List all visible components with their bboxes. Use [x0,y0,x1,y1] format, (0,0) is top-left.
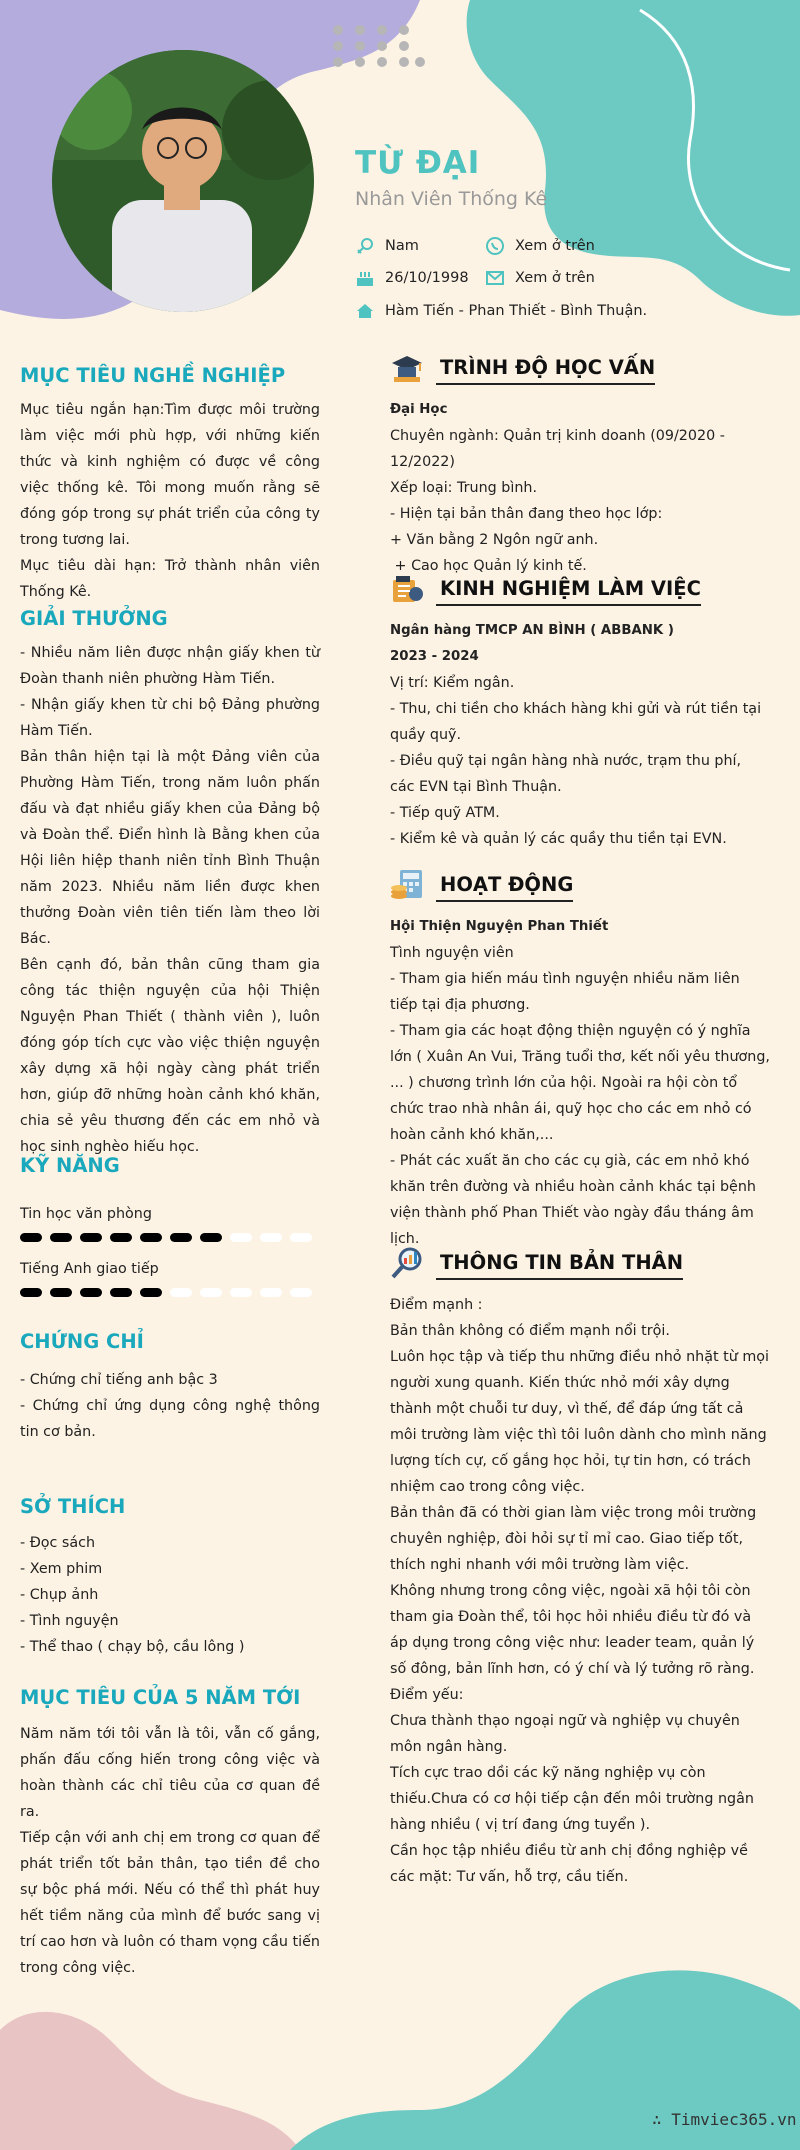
education-line: Chuyên ngành: Quản trị kinh doanh (09/2020 - 12/2022) [390,428,725,470]
section-heading: GIẢI THƯỞNG [20,607,168,630]
activities-section [390,862,770,1252]
birthdate-value: 26/10/1998 [385,270,469,286]
address-value: Hàm Tiến - Phan Thiết - Bình Thuận. [385,303,648,319]
experience-line: Vị trí: Kiểm ngân. [390,675,515,691]
hobbies-section [20,1495,320,1660]
experience-company: Ngân hàng TMCP AN BÌNH ( ABBANK ) [390,623,674,638]
tools-icon [390,572,424,606]
hobby-item: - Tình nguyện [20,1613,119,1629]
education-line: - Hiện tại bản thân đang theo học lớp: [390,506,663,522]
about-line: Điểm yếu: [390,1687,464,1703]
about-line: Không nhưng trong công việc, ngoài xã hội tôi còn tham gia Đoàn thể, tôi học hỏi nhiều điều từ đó và áp dụng trong công việc như: leader team, quản lý số đông, bản lĩnh hơn, có ý chí và lý tưởng rõ ràng. [390,1583,755,1677]
activity-line: - Tham gia hiến máu tình nguyện nhiều năm liên tiếp tại địa phương. [390,971,740,1013]
section-heading: MỤC TIÊU NGHỀ NGHIỆP [20,364,286,387]
section-heading: KINH NGHIỆM LÀM VIỆC [436,577,701,606]
award-line: - Nhận giấy khen từ chi bộ Đảng phường Hàm Tiến. [20,697,320,739]
activity-org: Hội Thiện Nguyện Phan Thiết [390,919,609,934]
experience-period: 2023 - 2024 [390,649,479,664]
about-line: Luôn học tập và tiếp thu những điều nhỏ nhặt từ mọi người xung quanh. Kiến thức nhỏ mới xây dựng thành một chuỗi tư duy, vì thế, để đáp ứng tất cả môi trường làm việc thì tôi luôn dành cho mình năng lượng tích cự, cố gắng học hỏi, tự tin hơn, có trách nhiệm cao trong công việc. [390,1349,769,1495]
skill-dot [170,1233,192,1242]
skill-name: Tiếng Anh giao tiếp [20,1261,159,1277]
hobby-item: - Đọc sách [20,1535,96,1551]
experience-line: - Tiếp quỹ ATM. [390,805,500,821]
skill-level-bar [20,1233,320,1242]
experience-line: - Kiểm kê và quản lý các quầy thu tiền tại EVN. [390,831,727,847]
education-section [390,345,770,579]
profile-name: TỪ ĐẠI [355,145,481,181]
watermark: ∴ Timviec365.vn [652,2110,797,2129]
about-section [390,1240,770,1890]
section-heading: TRÌNH ĐỘ HỌC VẤN [436,356,655,385]
career-goal-section [20,364,320,605]
skill-dot [290,1233,312,1242]
certificate-line: - Chứng chỉ tiếng anh bậc 3 [20,1372,218,1388]
about-line: Chưa thành thạo ngoại ngữ và nghiệp vụ chuyên môn ngân hàng. [390,1713,740,1755]
graduation-cap-icon [390,351,424,385]
section-heading: CHỨNG CHỈ [20,1330,144,1353]
award-line: - Nhiều năm liên được nhận giấy khen từ Đoàn thanh niên phường Hàm Tiến. [20,645,320,687]
award-line: Bên cạnh đó, bản thân cũng tham gia công tác thiện nguyện của hội Thiện Nguyện Phan Thiết ( thành viên ), luôn đóng góp tích cực vào việc thiện nguyện xây dựng xã hội ngày càng phát triển hơn, giúp đỡ những hoàn cảnh khó khăn, chia sẻ yêu thương đến các em nhỏ và học sinh nghèo hiếu học. [20,957,320,1155]
about-line: Tích cực trao dồi các kỹ năng nghiệp vụ còn thiếu.Chưa có cơ hội tiếp cận đến môi trường ngân hàng nhiều ( vị trí đang ứng tuyển ). [390,1765,754,1833]
skill-level-bar [20,1288,320,1297]
email-row [485,268,595,288]
skill-dot [50,1233,72,1242]
email-icon [485,268,505,288]
education-line: + Cao học Quản lý kinh tế. [390,558,587,574]
phone-value: Xem ở trên [515,238,595,254]
avatar [52,50,314,312]
awards-section [20,607,320,1160]
hobby-item: - Chụp ảnh [20,1587,99,1603]
activity-line: - Phát các xuất ăn cho các cụ già, các em nhỏ khó khăn trên đường và nhiều hoàn cảnh khác tại bệnh viện thành phố Phan Thiết vào ngày đầu tháng âm lịch. [390,1153,756,1247]
skill-dot [260,1233,282,1242]
five-year-goal-line: Tiếp cận với anh chị em trong cơ quan để phát triển tốt bản thân, tạo tiền đề cho sự bộc phá mới. Nếu có thể thì phát huy hết tiềm năng của mình để bước sang vị trí cao hơn và luôn có tham vọng cầu tiến trong công việc. [20,1830,320,1976]
skill-dot [110,1288,132,1297]
home-icon [355,301,375,321]
skill-dot [200,1233,222,1242]
education-line: Xếp loại: Trung bình. [390,480,537,496]
watermark-text: Timviec365.vn [671,2110,797,2129]
section-heading: MỤC TIÊU CỦA 5 NĂM TỚI [20,1686,301,1709]
skill-dot [140,1233,162,1242]
hobby-item: - Thể thao ( chạy bộ, cầu lông ) [20,1639,245,1655]
calculator-coins-icon [390,868,424,902]
about-line: Điểm mạnh : [390,1297,483,1313]
certificate-line: - Chứng chỉ ứng dụng công nghệ thông tin cơ bản. [20,1398,320,1440]
skill-dot [290,1288,312,1297]
skill-dot [50,1288,72,1297]
address-row [355,301,647,321]
email-value: Xem ở trên [515,270,595,286]
skill-dot [140,1288,162,1297]
gender-value: Nam [385,238,419,254]
about-line: Cần học tập nhiều điều từ anh chị đồng nghiệp về các mặt: Tư vấn, hỗ trợ, cầu tiến. [390,1843,748,1885]
skill-dot [260,1288,282,1297]
gender-row [355,236,419,256]
about-line: Bản thân không có điểm mạnh nổi trội. [390,1323,670,1339]
experience-line: - Điều quỹ tại ngân hàng nhà nước, trạm thu phí, các EVN tại Bình Thuận. [390,753,742,795]
phone-icon [485,236,505,256]
career-goal-line: Mục tiêu ngắn hạn:Tìm được môi trường làm việc mới phù hợp, với những kiến thức và kinh nghiệm có được về công việc thống kê. Tôi mong muốn rằng sẽ đóng góp trong sự phát triển của công ty trong tương lai. [20,402,320,548]
skill-dot [170,1288,192,1297]
section-heading: KỸ NĂNG [20,1154,120,1177]
skill-dot [200,1288,222,1297]
birthdate-row [355,268,469,288]
experience-section [390,566,770,852]
job-title: Nhân Viên Thống Kê [355,188,548,210]
skill-dot [80,1288,102,1297]
skills-section [20,1154,320,1297]
cake-icon [355,268,375,288]
certificates-section [20,1330,320,1445]
hobby-item: - Xem phim [20,1561,103,1577]
experience-line: - Thu, chi tiền cho khách hàng khi gửi và rút tiền tại quầy quỹ. [390,701,762,743]
skill-name: Tin học văn phòng [20,1206,152,1222]
phone-row [485,236,595,256]
skill-dot [110,1233,132,1242]
skill-dot [20,1288,42,1297]
section-heading: THÔNG TIN BẢN THÂN [436,1251,683,1280]
activity-line: - Tham gia các hoạt động thiện nguyện có ý nghĩa lớn ( Xuân An Vui, Trăng tuổi thơ, kết nối yêu thương, ... ) chương trình lớn của hội. Ngoài ra hội còn tổ chức trao nhà nhân ái, quỹ học cho các em nhỏ có hoàn cảnh khó khăn,... [390,1023,770,1143]
activity-line: Tình nguyện viên [390,945,514,961]
award-line: Bản thân hiện tại là một Đảng viên của Phường Hàm Tiến, trong năm luôn phấn đấu và đạt nhiều giấy khen của Đảng bộ và Đoàn thể. Điển hình là Bằng khen của Hội liên hiệp thanh niên tỉnh Bình Thuận năm 2023. Nhiều năm liền được khen thưởng Đoàn viên tiên tiến làm theo lời Bác. [20,749,320,947]
section-heading: HOẠT ĐỘNG [436,873,573,902]
section-heading: SỞ THÍCH [20,1495,126,1518]
education-line: + Văn bằng 2 Ngôn ngữ anh. [390,532,599,548]
skill-dot [230,1233,252,1242]
skill-dot [20,1233,42,1242]
about-line: Bản thân đã có thời gian làm việc trong môi trường chuyên nghiệp, đòi hỏi sự tỉ mỉ cao. Giao tiếp tốt, thích nghi nhanh với môi trường làm việc. [390,1505,757,1573]
education-school: Đại Học [390,402,448,417]
five-year-goal-section [20,1686,320,1981]
career-goal-line: Mục tiêu dài hạn: Trở thành nhân viên Thống Kê. [20,558,320,600]
gender-icon [355,236,375,256]
skill-dot [80,1233,102,1242]
skill-dot [230,1288,252,1297]
five-year-goal-line: Năm năm tới tôi vẫn là tôi, vẫn cố gắng, phấn đấu cống hiến trong công việc và hoàn thành các chỉ tiêu của cơ quan đề ra. [20,1726,320,1820]
magnifier-chart-icon [390,1246,424,1280]
